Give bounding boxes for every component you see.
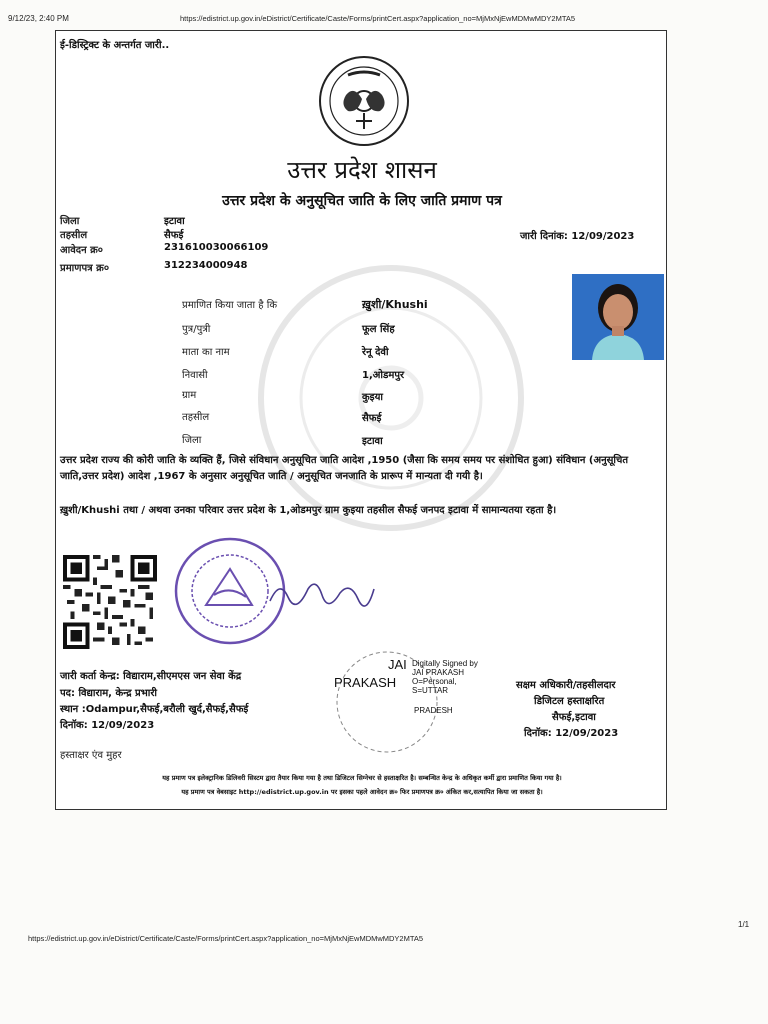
authority-date: दिनॉक: 12/09/2023 (524, 728, 619, 739)
detail-value-district: इटावा (362, 436, 383, 447)
detail-value-father: फूल सिंह (362, 324, 395, 335)
caste-certificate (55, 30, 667, 810)
footer-note-1: यह प्रमाण पत्र इलेक्ट्रानिक डिलिवरी सिस्टम द्वारा तैयार किया गया है तथा डिजिटल सिग्नेचर से हस्ताक्षरित है। सम्बन्धित केन्द्र के अधिकृत कर्मी द्वारा प्रमाणित किया गया है। (162, 774, 562, 782)
digital-sig-line-5: PRADESH (414, 706, 453, 715)
digital-sig-line-1: Digitally Signed by (412, 659, 478, 668)
digital-sig-line-2: JAI PRAKASH (412, 668, 465, 677)
top-field-label-certificate: प्रमाणपत्र क्र० (60, 263, 110, 274)
top-field-label-application: आवेदन क्र० (60, 245, 104, 256)
issuer-post: पद: विद्याराम, केन्द्र प्रभारी (60, 688, 158, 699)
detail-label-child-of: पुत्र/पुत्री (182, 324, 211, 335)
cert-subtitle: उत्तर प्रदेश के अनुसूचित जाति के लिए जाति प्रमाण पत्र (222, 193, 502, 209)
top-field-value-tehsil: सैफई (164, 230, 184, 241)
caste-statement: उत्तर प्रदेश राज्य की कोरी जाति के व्यक्ति हैं, जिसे संविधान अनुसूचित जाति आदेश ,1950 (जैसा कि समय समय पर संशोधित हुआ) संविधान (अनुसूचित जाति,उत्तर प्रदेश) आदेश ,1967 के अनुसार अनुसूचित जाति / अनुसूचित जनजाति के प्रारूप में मान्यता दी गयी है। (60, 455, 629, 482)
print-page-number: 1/1 (738, 920, 750, 929)
top-field-value-district: इटावा (164, 216, 185, 227)
applicant-photo (572, 274, 664, 360)
detail-value-name: ख़ुशी/Khushi (362, 298, 428, 311)
cert-title: उत्तर प्रदेश शासन (287, 156, 437, 184)
residence-statement: ख़ुशी/Khushi तथा / अथवा उनका परिवार उत्तर प्रदेश के 1,ओडमपुर ग्राम कुइया तहसील सैफई जनपद इटावा में सामान्यतया रहता है। (60, 505, 557, 516)
detail-label-district: जिला (182, 435, 202, 446)
digital-sig-details (412, 659, 478, 695)
detail-label-certified: प्रमाणित किया जाता है कि (182, 300, 278, 311)
detail-label-resident: निवासी (182, 370, 208, 381)
top-field-label-district: जिला (60, 216, 80, 227)
qr-code-icon (60, 555, 160, 649)
detail-label-tehsil: तहसील (182, 412, 210, 423)
authority-sig: डिजिटल हस्ताक्षरित (534, 696, 605, 707)
digital-sig-line-3: O=Personal, (412, 677, 457, 686)
top-field-value-application: 231610030066109 (164, 242, 269, 253)
signature-icon (266, 571, 376, 611)
print-url-top[interactable]: https://edistrict.up.gov.in/eDistrict/Certificate/Caste/Forms/printCert.aspx?application_no=MjMxNjEwMDMwMDY2MTA5 (180, 14, 576, 23)
authority-title: सक्षम अधिकारी/तहसीलदार (516, 680, 616, 691)
digital-sig-name-1: JAI (388, 657, 407, 672)
issuer-center: जारी कर्ता केन्द्र: विद्याराम,सीएमएस जन सेवा केंद्र (60, 671, 242, 682)
sign-seal-label: हस्ताक्षर एंव मुहर (60, 750, 122, 761)
edistrict-note: ई-डिस्ट्रिक्ट के अन्तर्गत जारी.. (60, 40, 170, 51)
detail-value-tehsil: सैफई (362, 413, 382, 424)
footer-note-2: यह प्रमाण पत्र वेबसाइट http://edistrict.up.gov.in पर इसका पहले आवेदन क्र० फिर प्रमाणपत्र क्र० अंकित कर,सत्यापित किया जा सकता है। (181, 788, 543, 796)
up-govt-emblem-icon (318, 55, 410, 147)
issuer-place: स्थान :Odampur,सैफई,बरौली खुर्द,सैफई,सैफई (60, 704, 249, 715)
top-field-value-certificate: 312234000948 (164, 260, 248, 271)
issue-date: जारी दिनांक: 12/09/2023 (520, 231, 635, 242)
print-timestamp: 9/12/23, 2:40 PM (8, 14, 69, 23)
digital-sig-line-4: S=UTTAR (412, 686, 449, 695)
authority-place: सैफई,इटावा (552, 712, 596, 723)
detail-value-mother: रेनू देवी (362, 347, 389, 358)
detail-value-village: कुइया (362, 392, 383, 403)
detail-label-village: ग्राम (182, 390, 197, 401)
digital-sig-name-2: PRAKASH (334, 675, 397, 690)
detail-value-resident: 1,ओडमपुर (362, 370, 405, 381)
top-field-label-tehsil: तहसील (60, 230, 88, 241)
detail-label-mother: माता का नाम (182, 347, 230, 358)
print-url-bottom[interactable]: https://edistrict.up.gov.in/eDistrict/Certificate/Caste/Forms/printCert.aspx?application_no=MjMxNjEwMDMwMDY2MTA5 (28, 934, 424, 943)
issuer-date: दिनॉक: 12/09/2023 (60, 720, 155, 731)
